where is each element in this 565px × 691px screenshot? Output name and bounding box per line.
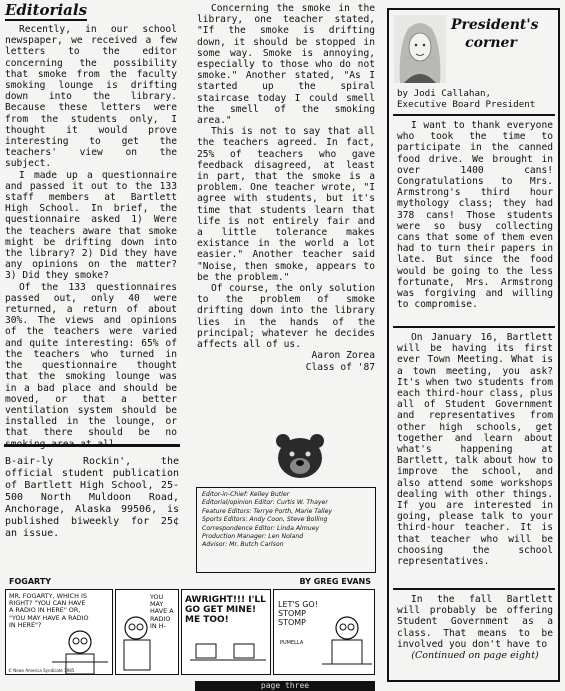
editorial-column-2 [197, 3, 375, 373]
comic-speech: AWRIGHT!!! I'LL GO GET MINE! ME TOO! [185, 595, 266, 625]
president-photo [394, 15, 446, 83]
staff-line: Sports Editors: Andy Coon, Steve Bolling [202, 516, 328, 524]
continued-note: (Continued on page eight) [411, 650, 539, 662]
comic-title: FOGARTY [9, 577, 52, 586]
editorial-paragraph: Concerning the smoke in the library, one teacher stated, "If the smoke is drifting down, it should be stopped in some way. Smoke is annoying, especially to those who do not smoke." Another stated, "As I started up the spiral staircase today I could smell the smell of the smoking area." [197, 3, 375, 127]
masthead-info [5, 456, 179, 540]
editorial-author-class: Class of '87 [305, 361, 375, 373]
staff-line: Feature Editors: Terrye Porth, Marie Talley [202, 507, 333, 515]
teacher-figure-icon [322, 610, 372, 674]
section-divider [393, 114, 555, 116]
staff-line: Editorial/opinion Editor: Curtis W. Thayer [202, 499, 328, 507]
paragraph-text: In the fall Bartlett will probably be offering Student Government as a class. That means to be involved you don't have to [397, 594, 553, 650]
president-paragraph-2 [397, 332, 553, 567]
comic-speech: MR. FOGARTY, WHICH IS RIGHT? "YOU CAN HAVE A RADIO IN HERE" OR, "YOU MAY HAVE A RADIO IN HERE"? [9, 592, 89, 629]
editorial-paragraph: This is not to say that all the teachers agreed. In fact, 25% of teachers who gave feedback disagreed, at least in part, that the smoke is a problem. One teacher wrote, "I agree with students, but it's time that students learn that life is not entirely fair and a little tolerance makes existance in the world a lot easier." Another teacher said "Noise, then smoke, appears to be the problem." [197, 126, 375, 283]
comic-panel-1 [5, 589, 113, 675]
title-line: President's [451, 17, 539, 33]
staff-line: Advisor: Mr. Butch Carlson [202, 541, 284, 549]
page-number: page three [195, 681, 375, 691]
editorial-paragraph: Of course, the only solution to the problem of smoke drifting down into the library lies in the hands of the principal; whatever he decides affects all of us. [197, 283, 375, 351]
comic-strip [5, 577, 375, 677]
comic-speech: YOU MAY HAVE A RADIO IN H- [150, 593, 174, 630]
editorial-paragraph: Recently, in our school newspaper, we received a few letters to the editor concerning the possibility that smoke from the faculty smoking lounge is drifting down into the library. Because these letters were from the students only, I thought it would prove interesting to get the teachers' view on the subject. [5, 24, 177, 170]
title-line: corner [465, 35, 517, 51]
section-divider [4, 444, 180, 447]
comic-panel-2 [115, 589, 179, 675]
editorial-paragraph: I made up a questionnaire and passed it out to the 133 staff members at Bartlett High School. In brief, the questionnaire asked 1) Were the teachers aware that smoke might be drifting down into the library? 2) Did they have any opinions on the matter? 3) Did they smoke? [5, 169, 177, 282]
paragraph-text: On January 16, Bartlett will be having its first ever Town Meeting. What is a town meeting, you ask? It's when two students from each third-hour class, plus all of Student Government and representatives from other high schools, get together and learn about what's happening at Bartlett, talk about how to improve the school, and also attend some workshops dealing with other things. If you are interested in going, please talk to your third-hour teacher. It is that teacher who will be choosing the school representatives. [397, 332, 553, 568]
section-divider [393, 326, 555, 328]
comic-panel-4 [273, 589, 375, 675]
masthead-text: B-air-ly Rockin', the official student publication of Bartlett High School, 25-500 North Muldoon Road, Anchorage, Alaska 99506, is published biweekly for 25¢ an issue. [5, 456, 179, 539]
staff-line: Production Manager: Len Noland [202, 533, 304, 541]
comic-sign: PUMELLA [280, 640, 304, 646]
president-paragraph-3 [397, 594, 553, 661]
staff-line: Editor-in-Chief: Kelley Butler [202, 491, 290, 498]
paragraph-text: I want to thank everyone who took the time to participate in the canned food drive. We brought in over 1400 cans! Congratulations to Mrs. Armstrong's third hour mythology class; they had 378 cans! Those students were so busy collecting cans that some of them even had to turn their papers in late. But since the food would be going to the less fortunate, Mrs. Armstrong was forgiving and willing to compromise. [397, 120, 553, 311]
comic-author: BY GREG EVANS [299, 577, 371, 586]
editorial-column-1 [5, 0, 177, 450]
president-byline [397, 88, 557, 110]
bear-emblem-icon [270, 426, 330, 482]
comic-copyright: © News America Syndicate 1985 [8, 668, 75, 673]
byline-name: by Jodi Callahan, [397, 88, 492, 99]
president-paragraph-1 [397, 120, 553, 310]
presidents-corner-title [451, 16, 539, 52]
comic-panel-3 [181, 589, 271, 675]
presidents-corner-box [387, 8, 560, 682]
comic-speech: LET'S GO! STOMP STOMP [278, 600, 318, 627]
staff-box [196, 487, 376, 573]
editorial-author: Aaron Zorea [311, 350, 375, 362]
byline-role: Executive Board President [397, 99, 536, 110]
staff-line: Correspondence Editor: Linda Almuey [202, 524, 320, 532]
editorials-heading: Editorials [5, 1, 88, 19]
editorial-paragraph: Of the 133 questionnaires passed out, only 40 were returned, a return of about 30%. The views and opinions of the teachers were varied and quite interesting: 65% of the teachers who turned in the questionnaire thought that the smoking lounge was in a bad place and should be moved, or that a better ventilation system should be installed in the lounge, or that there should be no [5, 281, 177, 439]
students-figure-icon [190, 640, 266, 674]
teacher-figure-icon [118, 610, 158, 674]
section-divider [393, 588, 555, 590]
